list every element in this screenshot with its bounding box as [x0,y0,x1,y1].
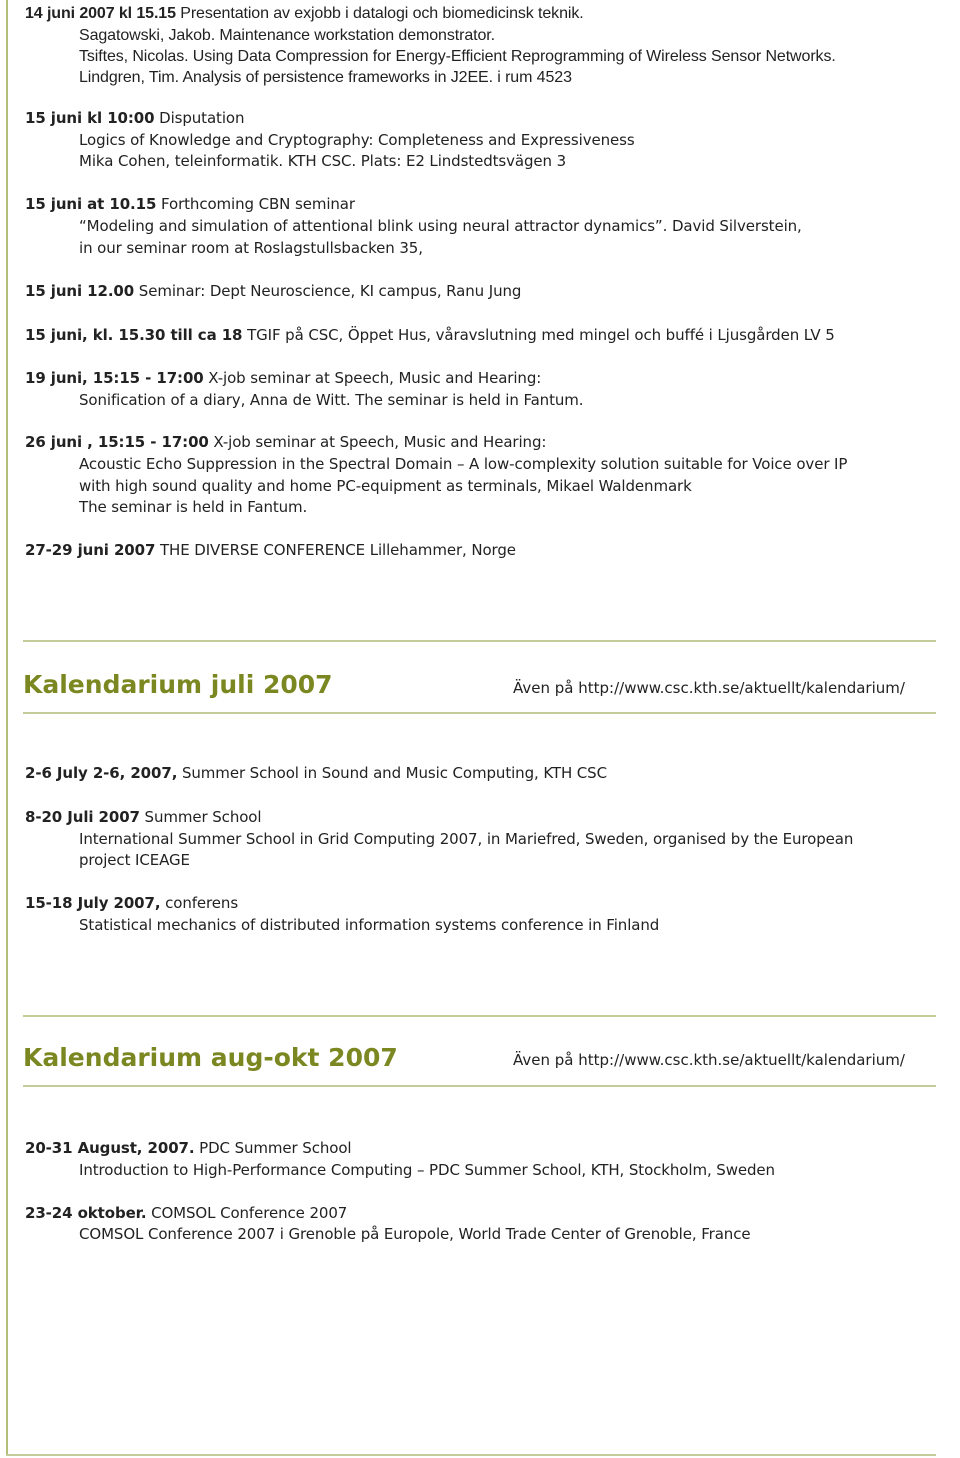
event-detail: in our seminar room at Roslagstullsbacken 35, [79,239,423,257]
event-heading [25,807,261,828]
exjobb-item: Lindgren, Tim. Analysis of persistence frameworks in J2EE. i rum 4523 [79,69,572,86]
event-title: Summer School [139,808,262,826]
section-rule [23,712,936,714]
event-heading [25,1138,352,1159]
event-detail: Introduction to High-Performance Computing – PDC Summer School, KTH, Stockholm, Sweden [79,1161,775,1179]
section-title: Kalendarium aug-okt 2007 [23,1043,398,1072]
calendar-link-text: Även på http://www.csc.kth.se/aktuellt/kalendarium/ [513,1051,905,1069]
event-title: THE DIVERSE CONFERENCE Lillehammer, Norge [155,541,516,559]
event-heading [25,763,607,784]
event-detail: Statistical mechanics of distributed information systems conference in Finland [79,916,660,934]
event-detail: with high sound quality and home PC-equipment as terminals, Mikael Waldenmark [79,477,692,495]
event-heading [25,540,516,561]
event-date: 2-6 July 2-6, 2007, [25,764,178,782]
event-detail: Acoustic Echo Suppression in the Spectral Domain – A low-complexity solution suitable for Voice over IP [79,455,848,473]
event-heading [25,281,521,302]
event-title: conferens [160,894,239,912]
event-date: 8-20 Juli 2007 [25,808,140,826]
event-heading [25,1203,347,1224]
calendar-link-text: Även på http://www.csc.kth.se/aktuellt/kalendarium/ [513,679,905,697]
event-title: X-job seminar at Speech, Music and Hearing: [203,369,542,387]
event-detail: The seminar is held in Fantum. [79,498,308,516]
event-date: 15 juni kl 10:00 [25,109,155,127]
event-heading [25,194,355,215]
event-heading [25,368,541,389]
exjobb-item: Tsiftes, Nicolas. Using Data Compression for Energy-Efficient Reprogramming of Wireless Sensor Networks. [79,48,836,65]
event-detail: COMSOL Conference 2007 i Grenoble på Europole, World Trade Center of Grenoble, France [79,1225,751,1243]
event-detail: “Modeling and simulation of attentional blink using neural attractor dynamics”. David Silverstein, [79,217,802,235]
event-title: X-job seminar at Speech, Music and Hearing: [208,433,547,451]
event-date: 23-24 oktober. [25,1204,147,1222]
event-date: 14 juni 2007 kl 15.15 [25,5,176,22]
event-date: 15 juni at 10.15 [25,195,157,213]
event-detail: Mika Cohen, teleinformatik. KTH CSC. Plats: E2 Lindstedtsvägen 3 [79,152,567,170]
event-date: 26 juni , 15:15 - 17:00 [25,433,209,451]
section-rule [23,1015,936,1017]
section-rule [23,640,936,642]
event-heading [25,325,835,346]
event-title: Disputation [154,109,245,127]
left-margin-line [6,0,8,1455]
event-date: 19 juni, 15:15 - 17:00 [25,369,204,387]
event-heading [25,432,546,453]
event-detail: Sonification of a diary, Anna de Witt. The seminar is held in Fantum. [79,391,584,409]
event-date: 15 juni 12.00 [25,282,135,300]
event-title: Presentation av exjobb i datalogi och biomedicinsk teknik. [175,5,584,22]
section-rule [23,1085,936,1087]
event-detail: Logics of Knowledge and Cryptography: Completeness and Expressiveness [79,131,635,149]
event-date: 27-29 juni 2007 [25,541,156,559]
event-title: COMSOL Conference 2007 [146,1204,348,1222]
event-date: 15-18 July 2007, [25,894,161,912]
bottom-rule [6,1454,936,1456]
exjobb-heading [25,3,584,24]
event-detail: project ICEAGE [79,851,190,869]
event-date: 15 juni, kl. 15.30 till ca 18 [25,326,243,344]
section-title: Kalendarium juli 2007 [23,670,333,699]
event-title: PDC Summer School [194,1139,352,1157]
event-heading [25,108,244,129]
event-title: Seminar: Dept Neuroscience, KI campus, Ranu Jung [134,282,522,300]
exjobb-item: Sagatowski, Jakob. Maintenance workstation demonstrator. [79,27,495,44]
event-title: TGIF på CSC, Öppet Hus, våravslutning med mingel och buffé i Ljusgården LV 5 [242,326,835,344]
event-detail: International Summer School in Grid Computing 2007, in Mariefred, Sweden, organised by the European [79,830,854,848]
event-title: Summer School in Sound and Music Computing, KTH CSC [177,764,607,782]
event-title: Forthcoming CBN seminar [156,195,355,213]
event-heading [25,893,238,914]
event-date: 20-31 August, 2007. [25,1139,195,1157]
